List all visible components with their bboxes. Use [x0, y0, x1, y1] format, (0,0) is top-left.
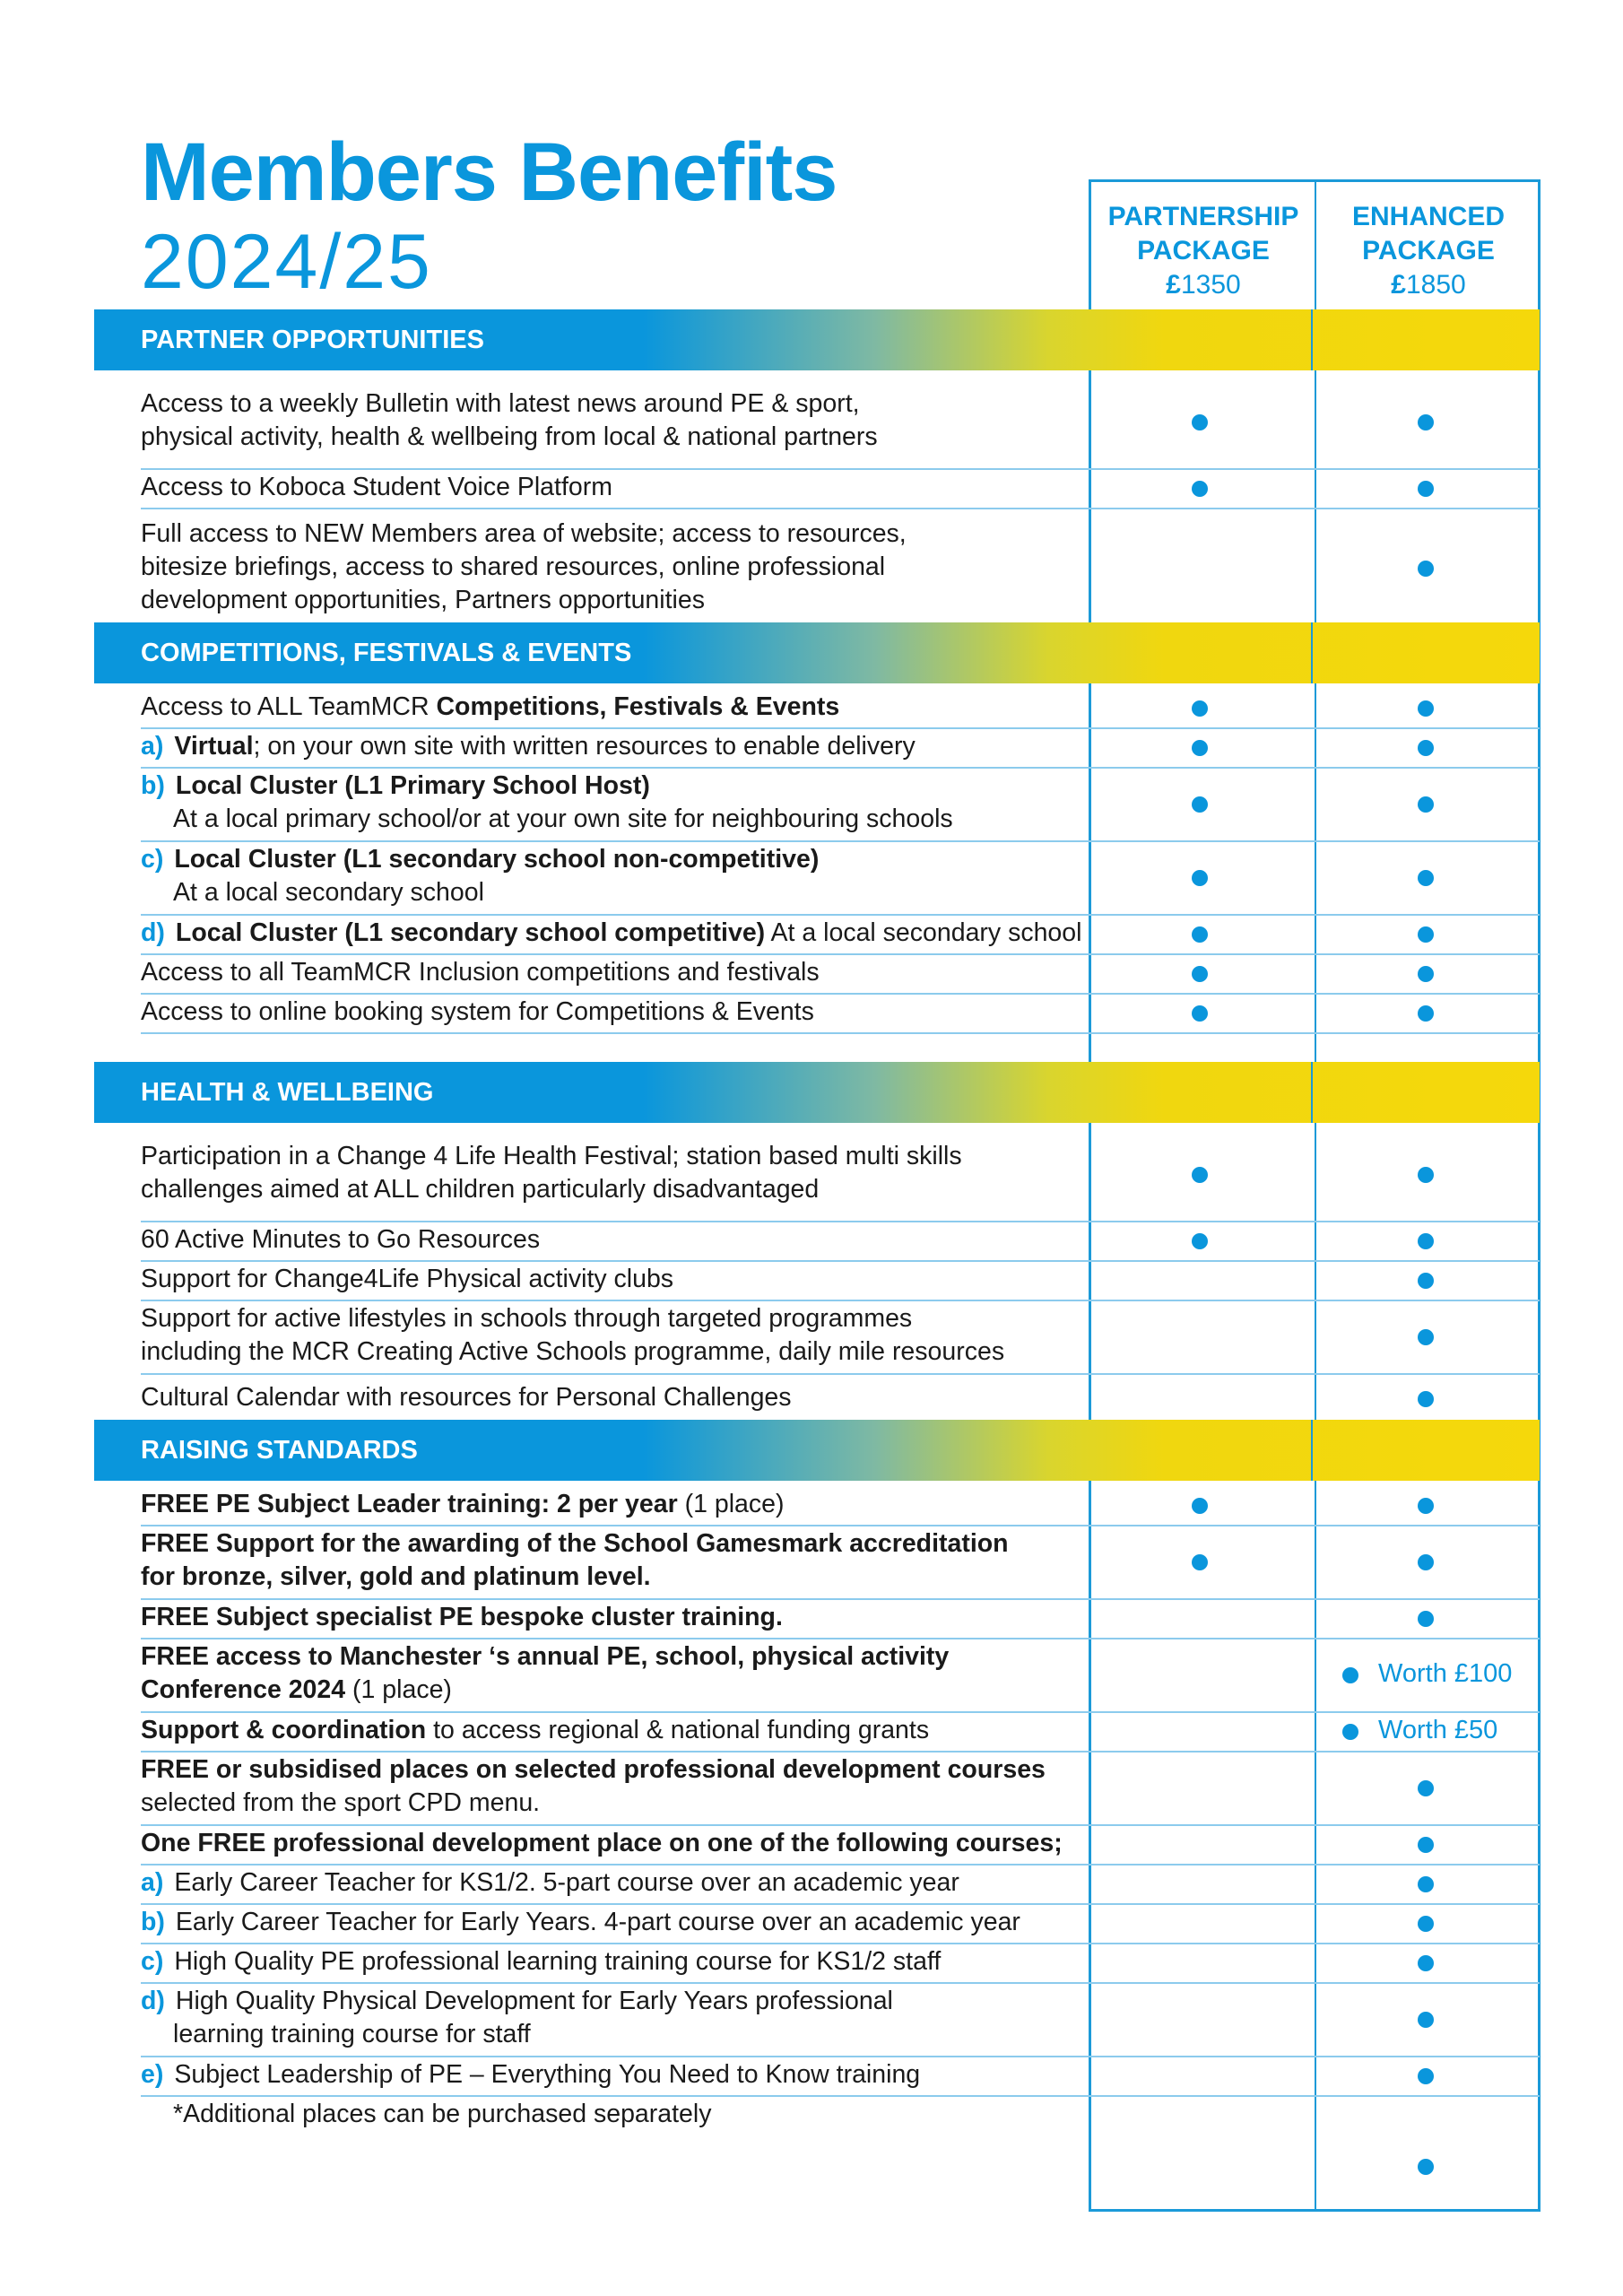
benefit-text	[141, 996, 814, 1029]
title-line-2: 2024/25	[141, 219, 432, 305]
benefit-text	[141, 956, 820, 989]
benefit-row	[141, 768, 1540, 841]
benefit-text	[141, 1527, 1009, 1594]
column-divider	[1311, 309, 1313, 370]
section-header	[94, 1062, 1540, 1123]
partnership-included-dot	[1192, 1498, 1208, 1514]
package-name-line1: ENHANCED	[1351, 202, 1505, 231]
benefit-text	[141, 917, 1081, 950]
benefit-row	[141, 1486, 1540, 1526]
benefit-text-part: At a local secondary school	[765, 918, 1082, 947]
benefit-row	[141, 376, 1540, 469]
benefit-text-part: Access to online booking system for Competitions & Events	[141, 997, 814, 1026]
benefit-text-part: Access to all TeamMCR Inclusion competitions and festivals	[141, 958, 820, 987]
partnership-included-dot	[1192, 796, 1208, 813]
item-letter: a)	[141, 1868, 164, 1897]
enhanced-included-dot	[1418, 561, 1434, 577]
enhanced-included-dot	[1418, 1391, 1434, 1407]
benefit-row	[141, 1712, 1540, 1752]
enhanced-included-dot	[1418, 1233, 1434, 1249]
package-price: £1850	[1391, 270, 1466, 300]
benefit-text-part: Early Career Teacher for KS1/2. 5-part course over an academic year	[174, 1868, 959, 1897]
enhanced-included-dot	[1418, 1955, 1434, 1971]
benefit-text-bold: FREE Support for the awarding of the School Gamesmark accreditation	[141, 1529, 1009, 1558]
benefit-text	[141, 387, 878, 454]
benefit-row	[141, 2057, 1540, 2096]
item-letter: c)	[141, 1947, 164, 1976]
section-label: HEALTH & WELLBEING	[141, 1078, 434, 1107]
benefit-text-part: ; on your own site with written resources to enable delivery	[253, 732, 916, 761]
benefit-text	[141, 1263, 673, 1296]
benefit-text	[141, 1601, 783, 1634]
section-label: COMPETITIONS, FESTIVALS & EVENTS	[141, 639, 632, 667]
benefit-text-bold: Support & coordination	[141, 1716, 427, 1744]
package-name-line2: PACKAGE	[1362, 236, 1495, 265]
benefit-text-part: Full access to NEW Members area of website; access to resources,	[141, 518, 907, 548]
benefit-row	[141, 1128, 1540, 1222]
benefit-text-part: Support for Change4Life Physical activity clubs	[141, 1265, 674, 1293]
benefit-text-part: *Additional places can be purchased separately	[173, 2100, 712, 2128]
enhanced-included-dot	[1418, 2012, 1434, 2028]
benefit-text	[141, 1906, 1020, 1939]
item-letter: b)	[141, 771, 165, 800]
partnership-included-dot	[1192, 1167, 1208, 1183]
enhanced-included-dot	[1418, 1611, 1434, 1627]
enhanced-included-dot	[1418, 1837, 1434, 1853]
item-letter: d)	[141, 1987, 165, 2015]
enhanced-included-dot	[1418, 1554, 1434, 1570]
benefit-text-part: High Quality PE professional learning training course for KS1/2 staff	[174, 1947, 942, 1976]
enhanced-included-dot	[1418, 870, 1434, 886]
benefit-text	[141, 770, 953, 836]
benefit-text	[141, 1140, 962, 1206]
benefit-text-bold: Competitions, Festivals & Events	[436, 692, 840, 721]
worth-value: Worth £50	[1378, 1716, 1498, 1744]
column-divider	[1311, 1420, 1313, 1481]
benefit-row	[141, 2096, 1540, 2135]
benefit-text-part: Access to ALL TeamMCR	[141, 692, 437, 721]
item-letter: b)	[141, 1908, 165, 1936]
enhanced-included-dot	[1418, 2159, 1434, 2175]
benefit-text	[141, 1866, 959, 1900]
benefit-row	[141, 1526, 1540, 1599]
benefit-row	[141, 1983, 1540, 2057]
benefit-text	[141, 1223, 540, 1257]
enhanced-included-dot	[1418, 2068, 1434, 2084]
benefit-row	[141, 954, 1540, 994]
benefit-row	[141, 1639, 1540, 1712]
enhanced-included-dot	[1418, 1167, 1434, 1183]
package-name-line1: PARTNERSHIP	[1107, 202, 1299, 231]
benefit-text-bold: One FREE professional development place on one of the following courses;	[141, 1829, 1063, 1857]
benefit-text-part: including the MCR Creating Active Schools programme, daily mile resources	[141, 1337, 1005, 1366]
enhanced-included-dot	[1418, 740, 1434, 756]
enhanced-included-dot	[1418, 1916, 1434, 1932]
benefit-text-part: Participation in a Change 4 Life Health Festival; station based multi skills	[141, 1142, 962, 1170]
benefit-row	[141, 1300, 1540, 1374]
benefit-row	[141, 1261, 1540, 1300]
benefit-text-bold: FREE Subject specialist PE bespoke cluster training.	[141, 1603, 783, 1631]
benefit-row	[141, 1904, 1540, 1944]
benefit-text	[141, 1827, 1063, 1860]
benefit-text-part: Cultural Calendar with resources for Personal Challenges	[141, 1382, 792, 1412]
benefit-text-part: bitesize briefings, access to shared resources, online professional	[141, 552, 886, 581]
package-name-line2: PACKAGE	[1137, 236, 1270, 265]
benefit-row	[141, 1374, 1540, 1424]
package-price: £1350	[1166, 270, 1241, 300]
partnership-included-dot	[1192, 1233, 1208, 1249]
partnership-included-dot	[1192, 700, 1208, 717]
partnership-included-dot	[1192, 870, 1208, 886]
enhanced-included-dot	[1418, 700, 1434, 717]
benefit-text-bold: Local Cluster (L1 secondary school competitive)	[175, 918, 766, 947]
benefit-text-bold: Virtual	[174, 732, 254, 761]
benefit-text	[141, 471, 612, 504]
item-letter: d)	[141, 918, 165, 947]
benefit-text	[141, 730, 916, 763]
enhanced-included-dot	[1418, 796, 1434, 813]
benefit-text-bold: FREE or subsidised places on selected professional development courses	[141, 1755, 1046, 1784]
benefit-row	[141, 1222, 1540, 1261]
benefit-text-part: Subject Leadership of PE – Everything You Need to Know training	[174, 2060, 921, 2089]
column-divider	[1311, 1062, 1313, 1123]
benefit-text-part: Access to Koboca Student Voice Platform	[141, 473, 612, 501]
benefit-text	[141, 2098, 711, 2131]
benefit-row	[141, 915, 1540, 954]
benefit-text-part: (1 place)	[677, 1490, 785, 1518]
partnership-included-dot	[1192, 740, 1208, 756]
section-header	[94, 1420, 1540, 1481]
benefit-text-part: physical activity, health & wellbeing from local & national partners	[141, 422, 878, 451]
enhanced-included-dot	[1418, 966, 1434, 982]
section-label: RAISING STANDARDS	[141, 1436, 418, 1465]
benefit-text-bold: FREE access to Manchester ‘s annual PE, school, physical activity	[141, 1642, 950, 1671]
partnership-included-dot	[1192, 1554, 1208, 1570]
benefit-text-bold: for bronze, silver, gold and platinum level.	[141, 1562, 651, 1591]
benefit-text-bold: FREE PE Subject Leader training: 2 per year	[141, 1490, 678, 1518]
benefit-row	[141, 1752, 1540, 1825]
item-letter: c)	[141, 845, 164, 874]
benefit-row	[141, 994, 1540, 1033]
benefit-text-bold: Conference 2024	[141, 1675, 346, 1704]
benefit-text	[141, 2058, 920, 2092]
benefit-text-part: Support for active lifestyles in schools through targeted programmes	[141, 1304, 913, 1333]
benefit-row	[141, 1599, 1540, 1639]
enhanced-included-dot	[1418, 1780, 1434, 1796]
benefit-row	[141, 509, 1540, 629]
benefit-text-part: to access regional & national funding grants	[426, 1716, 930, 1744]
benefit-row	[141, 689, 1540, 728]
enhanced-included-dot	[1418, 1876, 1434, 1892]
benefit-row	[141, 841, 1540, 915]
benefit-text	[141, 1302, 1004, 1369]
benefit-text	[141, 1753, 1046, 1820]
partnership-included-dot	[1192, 414, 1208, 430]
benefit-text-part: development opportunities, Partners opportunities	[141, 585, 705, 614]
benefit-text-part: challenges aimed at ALL children particularly disadvantaged	[141, 1175, 820, 1204]
benefit-text	[141, 1381, 792, 1414]
benefit-text	[141, 1640, 949, 1707]
enhanced-included-dot	[1418, 1273, 1434, 1289]
benefit-text-part: Access to a weekly Bulletin with latest news around PE & sport,	[141, 389, 860, 418]
partnership-included-dot	[1192, 966, 1208, 982]
benefit-text-part: High Quality Physical Development for Early Years professional	[175, 1987, 893, 2015]
row-separator	[141, 1032, 1540, 1034]
benefit-text-part: At a local secondary school	[173, 878, 484, 907]
benefit-text	[141, 517, 907, 617]
benefit-text-part: (1 place)	[345, 1675, 452, 1704]
benefit-text-bold: Local Cluster (L1 Primary School Host)	[175, 771, 650, 800]
benefit-text-part: At a local primary school/or at your own site for neighbouring schools	[173, 804, 953, 833]
benefit-text-part: selected from the sport CPD menu.	[141, 1788, 541, 1817]
enhanced-included-dot	[1418, 414, 1434, 430]
benefit-text	[141, 1714, 929, 1747]
partnership-included-dot	[1192, 1005, 1208, 1022]
benefit-text-part: 60 Active Minutes to Go Resources	[141, 1225, 541, 1254]
section-header	[94, 309, 1540, 370]
item-letter: e)	[141, 2060, 164, 2089]
partnership-included-dot	[1192, 926, 1208, 943]
enhanced-included-dot	[1342, 1667, 1358, 1683]
partnership-included-dot	[1192, 481, 1208, 497]
section-header	[94, 622, 1540, 683]
benefit-text	[141, 843, 819, 909]
item-letter: a)	[141, 732, 164, 761]
enhanced-included-dot	[1418, 481, 1434, 497]
benefit-text-bold: Local Cluster (L1 secondary school non-competitive)	[174, 845, 820, 874]
enhanced-included-dot	[1418, 1005, 1434, 1022]
benefit-row	[141, 1865, 1540, 1904]
benefit-row	[141, 1825, 1540, 1865]
benefit-text	[141, 1488, 785, 1521]
enhanced-included-dot	[1418, 1498, 1434, 1514]
benefit-text	[141, 1945, 941, 1979]
enhanced-included-dot	[1418, 926, 1434, 943]
title-line-1: Members Benefits	[141, 126, 838, 218]
benefit-row	[141, 728, 1540, 768]
benefit-text-part: Early Career Teacher for Early Years. 4-part course over an academic year	[175, 1908, 1020, 1936]
benefit-text	[141, 691, 839, 724]
section-label: PARTNER OPPORTUNITIES	[141, 326, 484, 354]
column-divider	[1311, 622, 1313, 683]
benefit-row	[141, 1944, 1540, 1983]
benefit-row	[141, 469, 1540, 509]
enhanced-included-dot	[1342, 1724, 1358, 1740]
benefit-text	[141, 1985, 893, 2051]
enhanced-included-dot	[1418, 1329, 1434, 1345]
benefit-text-part: learning training course for staff	[173, 2020, 531, 2048]
worth-value: Worth £100	[1378, 1659, 1513, 1688]
